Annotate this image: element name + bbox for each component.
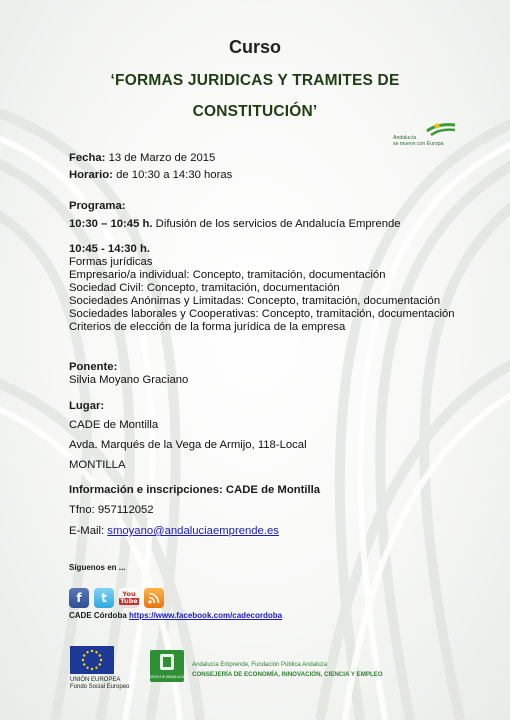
lugar-line2: Avda. Marqués de la Vega de Armijo, 118-Local bbox=[69, 439, 307, 451]
info-phone: Tfno: 957112052 bbox=[69, 504, 154, 516]
youtube-word1: You bbox=[122, 590, 136, 598]
facebook-page-link[interactable]: https://www.facebook.com/cadecordoba bbox=[129, 611, 283, 620]
youtube-icon[interactable] bbox=[119, 588, 139, 608]
programa-item: Criterios de elección de la forma jurídica de la empresa bbox=[69, 321, 346, 333]
lugar-label: Lugar: bbox=[69, 400, 105, 412]
facebook-icon[interactable]: f bbox=[69, 588, 89, 608]
andalucia-logo-icon bbox=[393, 122, 457, 136]
junta-andalucia-logo bbox=[150, 650, 184, 682]
youtube-word2: Tube bbox=[120, 597, 138, 605]
cade-cordoba-label: CADE Córdoba bbox=[69, 611, 127, 620]
course-title-line2: CONSTITUCIÓN’ bbox=[192, 103, 318, 120]
twitter-icon[interactable]: t bbox=[94, 588, 114, 608]
junta-text bbox=[192, 661, 383, 679]
fecha-value: 13 de Marzo de 2015 bbox=[108, 152, 216, 164]
slot1-text: Difusión de los servicios de Andalucía Emprende bbox=[155, 218, 401, 230]
fecha-row bbox=[69, 152, 215, 165]
eu-logo bbox=[70, 646, 129, 691]
programa-label: Programa: bbox=[69, 200, 126, 212]
course-title-line1: ‘FORMAS JURIDICAS Y TRAMITES DE bbox=[110, 72, 400, 89]
programa-item: Sociedades laborales y Cooperativas: Concepto, tramitación, documentación bbox=[69, 308, 455, 320]
eu-text-line2: Fondo Social Europeo bbox=[70, 684, 130, 690]
programa-item: Sociedad Civil: Concepto, tramitación, documentación bbox=[69, 282, 340, 294]
fecha-label: Fecha: bbox=[69, 152, 106, 164]
rss-icon[interactable] bbox=[144, 588, 164, 608]
logo-text-line2: se mueve con Europa bbox=[393, 141, 444, 147]
junta-logo-text: JUNTA DE ANDALUCIA bbox=[150, 675, 184, 679]
email-label: E-Mail: bbox=[69, 525, 105, 537]
lugar-line3: MONTILLA bbox=[69, 459, 126, 471]
slot1-time: 10:30 – 10:45 h. bbox=[69, 218, 153, 230]
programa-slot1 bbox=[69, 218, 401, 231]
ponente-label: Ponente: bbox=[69, 361, 118, 373]
email-link[interactable]: smoyano@andaluciaemprende.es bbox=[107, 525, 279, 537]
junta-shield-icon bbox=[150, 650, 184, 682]
programa-item: Sociedades Anónimas y Limitadas: Concepto, tramitación, documentación bbox=[69, 295, 441, 307]
course-heading: Curso bbox=[228, 37, 281, 57]
eu-flag-icon bbox=[70, 646, 114, 674]
facebook-footer-row bbox=[69, 611, 282, 620]
horario-label: Horario: bbox=[69, 169, 113, 181]
social-icons bbox=[69, 588, 164, 608]
ja-line2: CONSEJERÍA DE ECONOMÍA, INNOVACIÓN, CIENCIA Y EMPLEO bbox=[192, 671, 383, 678]
andalucia-europa-logo bbox=[393, 122, 457, 154]
eu-text-line1: UNIÓN EUROPEA bbox=[70, 677, 121, 683]
ja-line1: Andalucía Emprende, Fundación Pública Andaluza bbox=[192, 662, 328, 668]
horario-value: de 10:30 a 14:30 horas bbox=[116, 169, 233, 181]
rss-glyph bbox=[148, 592, 160, 604]
slot2-time: 10:45 - 14:30 h. bbox=[69, 243, 151, 255]
lugar-line1: CADE de Montilla bbox=[69, 419, 159, 431]
info-label: Información e inscripciones: CADE de Montilla bbox=[69, 484, 321, 496]
programa-item: Empresario/a individual: Concepto, tramitación, documentación bbox=[69, 269, 386, 281]
logo-text-line1: Andalucía bbox=[393, 135, 417, 141]
social-label: Síguenos en ... bbox=[69, 563, 126, 572]
horario-row bbox=[69, 169, 232, 182]
info-email-row bbox=[69, 525, 279, 538]
ponente-name: Silvia Moyano Graciano bbox=[69, 374, 189, 386]
programa-item: Formas jurídicas bbox=[69, 256, 153, 268]
eu-stars bbox=[70, 646, 114, 674]
